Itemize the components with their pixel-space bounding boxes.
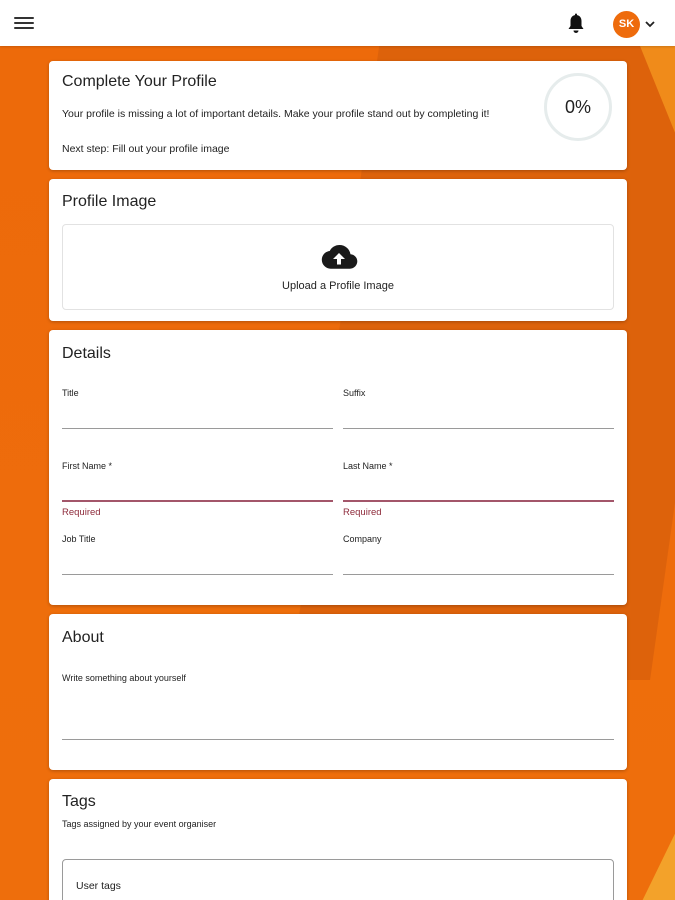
profile-completion-title: Complete Your Profile — [62, 73, 217, 90]
completion-percent: 0% — [564, 96, 591, 117]
title-field-label: Title — [62, 388, 79, 398]
job-title-field[interactable] — [62, 534, 333, 576]
suffix-field-underline — [343, 428, 614, 429]
profile-completion-card — [49, 61, 627, 170]
top-app-bar — [0, 0, 675, 46]
profile-image-card — [49, 179, 627, 321]
job-title-underline — [62, 574, 333, 575]
about-placeholder: Write something about yourself — [62, 673, 186, 683]
upload-profile-image-button[interactable] — [62, 224, 614, 310]
about-underline — [62, 739, 614, 740]
suffix-field[interactable] — [343, 388, 614, 430]
avatar[interactable]: SK — [613, 11, 640, 38]
first-name-label: First Name * — [62, 461, 113, 471]
profile-image-title: Profile Image — [62, 193, 157, 210]
user-tags-label: User tags — [76, 880, 121, 892]
cloud-upload-icon — [320, 243, 358, 271]
tags-title: Tags — [62, 793, 96, 810]
upload-label: Upload a Profile Image — [282, 280, 394, 292]
last-name-underline — [343, 500, 614, 502]
chevron-down-icon[interactable] — [644, 18, 656, 30]
title-field[interactable] — [62, 388, 333, 430]
last-name-error: Required — [343, 507, 382, 518]
completion-progress-ring — [544, 73, 612, 141]
tags-subtitle: Tags assigned by your event organiser — [62, 819, 217, 829]
first-name-field[interactable] — [62, 461, 333, 519]
about-title: About — [62, 629, 104, 646]
job-title-label: Job Title — [62, 534, 96, 544]
tags-card — [49, 779, 627, 900]
first-name-error: Required — [62, 507, 101, 518]
company-label: Company — [343, 534, 382, 544]
company-field[interactable] — [343, 534, 614, 576]
suffix-field-label: Suffix — [343, 388, 366, 398]
details-card — [49, 330, 627, 605]
about-card — [49, 614, 627, 770]
profile-completion-description: Your profile is missing a lot of important details. Make your profile stand out by completing it! — [62, 108, 490, 120]
details-title: Details — [62, 345, 111, 362]
next-step-text: Next step: Fill out your profile image — [62, 143, 230, 155]
hamburger-menu-icon[interactable] — [14, 14, 34, 32]
bell-icon[interactable] — [566, 13, 586, 35]
user-tags-field[interactable] — [62, 859, 614, 900]
first-name-underline — [62, 500, 333, 502]
user-menu[interactable] — [613, 10, 656, 38]
title-field-underline — [62, 428, 333, 429]
last-name-label: Last Name * — [343, 461, 393, 471]
company-underline — [343, 574, 614, 575]
last-name-field[interactable] — [343, 461, 614, 519]
